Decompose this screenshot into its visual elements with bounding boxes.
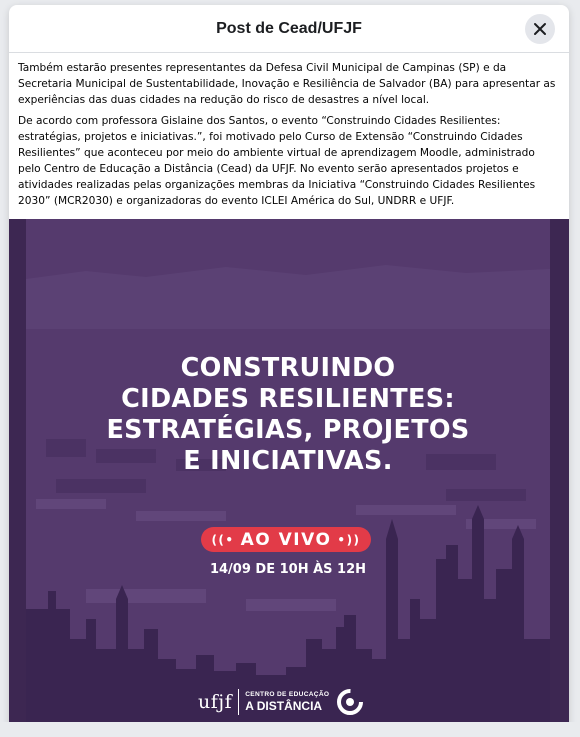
headline-line: E INICIATIVAS.	[183, 446, 393, 476]
event-headline	[26, 353, 550, 477]
event-time: 14/09 DE 10H ÀS 12H	[209, 562, 367, 577]
logo-mark: ufjf	[198, 691, 233, 713]
broadcast-left-icon: ((•	[211, 532, 235, 547]
post-modal	[9, 5, 569, 731]
headline-line: CONSTRUINDO	[180, 353, 396, 383]
logo-text	[245, 692, 329, 713]
modal-title: Post de Cead/UFJF	[216, 19, 362, 37]
close-icon	[533, 22, 547, 36]
page-background-strip	[0, 722, 580, 737]
post-paragraph: Também estarão presentes representantes da Defesa Civil Municipal de Campinas (SP) e da Secretaria Municipal de Sustentabilidade, Inovação e Resiliência de Salvador (BA) para apresentar as experiências das duas cidades na redução do risco de desastres a nível local.	[18, 62, 556, 106]
cead-logo	[198, 687, 365, 717]
post-image[interactable]	[9, 219, 569, 731]
close-button[interactable]	[525, 14, 555, 44]
logo-line2: A DISTÂNCIA	[245, 699, 323, 714]
post-paragraph: De acordo com professora Gislaine dos Santos, o evento “Construindo Cidades Resilientes: estratégias, projetos e iniciativas.”, foi motivado pelo Curso de Extensão “Construindo Cidades Resilientes” que aconteceu por meio do ambiente virtual de aprendizagem Moodle, administrado pelo Centro de Educação a Distância (Cead) da UFJF. No evento serão apresentados projetos e atividades realizadas pelas organizações membras da Iniciativa “Construindo Cidades Resilientes 2030” (MCR2030) e organizadoras do evento ICLEI América do Sul, UNDRR e UFJF.	[18, 115, 536, 207]
signal-icon	[335, 687, 365, 717]
event-banner	[26, 219, 550, 723]
logo-line1: CENTRO DE EDUCAÇÃO	[245, 690, 330, 698]
broadcast-right-icon: •))	[337, 532, 361, 547]
live-badge-label: AO VIVO	[240, 529, 332, 550]
post-text	[9, 53, 569, 219]
headline-line: ESTRATÉGIAS, PROJETOS	[106, 415, 470, 445]
live-badge	[201, 527, 371, 552]
logo-divider	[238, 689, 239, 715]
headline-line: CIDADES RESILIENTES:	[121, 384, 455, 414]
modal-header	[9, 5, 569, 53]
